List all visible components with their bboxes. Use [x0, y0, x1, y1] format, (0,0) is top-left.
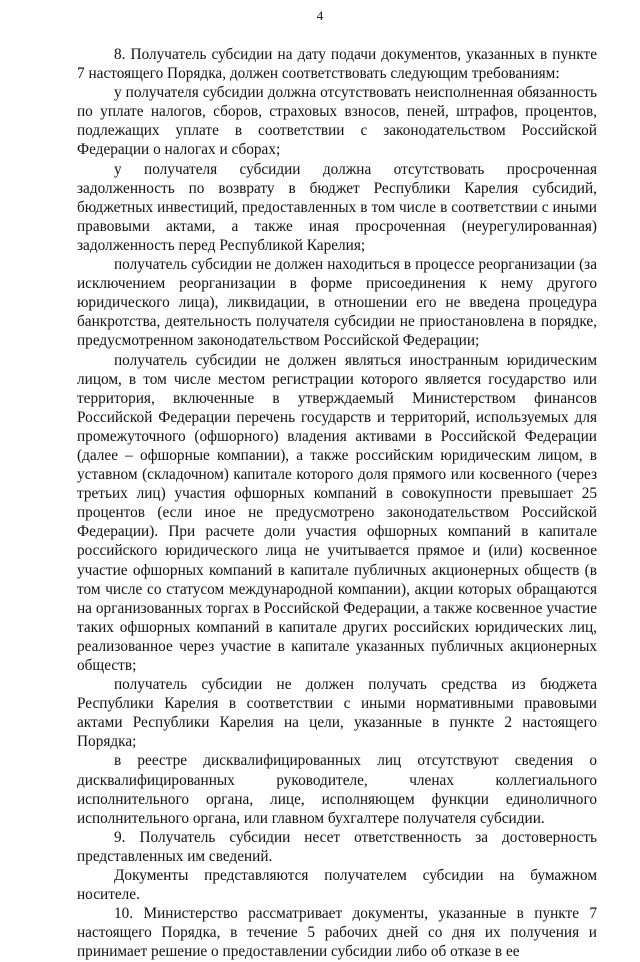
paragraph-item-8-intro: 8. Получатель субсидии на дату подачи документов, указанных в пункте 7 настоящего Порядка, должен соответствовать следующим требованиям:	[77, 46, 597, 83]
paragraph-budget-debt: у получателя субсидии должна отсутствовать просроченная задолженность по возврату в бюджет Республики Карелия субсидий, бюджетных инвестиций, предоставленных в том числе в соответствии с иными правовыми актами, а также иная просроченная (неурегулированная) задолженность перед Республикой Карелия;	[77, 160, 597, 254]
paragraph-reorganization: получатель субсидии не должен находиться в процессе реорганизации (за исключением реорганизации в форме присоединения к нему другого юридического лица), ликвидации, в отношении его не введена процедура банкротства, деятельность получателя субсидии не приостановлена в порядке, предусмотренном законодательством Российской Федерации;	[77, 256, 597, 350]
paragraph-disqualified-registry: в реестре дисквалифицированных лиц отсутствуют сведения о дисквалифицированных руководителе, членах коллегиального исполнительного органа, лице, исполняющем функции единоличного исполнительного органа, или главном бухгалтере получателя субсидии.	[77, 752, 597, 827]
paragraph-tax-arrears: у получателя субсидии должна отсутствовать неисполненная обязанность по уплате налогов, сборов, страховых взносов, пеней, штрафов, процентов, подлежащих уплате в соответствии с законодательством Российской Федерации о налогах и сборах;	[77, 84, 597, 159]
paragraph-item-9: 9. Получатель субсидии несет ответственность за достоверность представленных им сведений.	[77, 828, 597, 865]
paragraph-offshore: получатель субсидии не должен являться иностранным юридическим лицом, в том числе местом регистрации которого является государство или территория, включенные в утверждаемый Министерством финансов Российской Федерации перечень государств и территорий, используемых для промежуточного (офшорного) владения активами в Российской Федерации (далее – офшорные компании), а также российским юридическим лицом, в уставном (складочном) капитале которого доля прямого или косвенного (через третьих лиц) участия офшорных компаний в совокупности превышает 25 процентов (если иное не предусмотрено законодательством Российской Федерации). При расчете доли участия офшорных компаний в капитале российского юридического лица не учитывается прямое и (или) косвенное участие офшорных компаний в капитале публичных акционерных обществ (в том числе со статусом международной компании), акции которых обращаются на организованных торгах в Российской Федерации, а также косвенное участие таких офшорных компаний в капитале других российских юридических лиц, реализованное через участие в капитале указанных публичных акционерных обществ;	[77, 351, 597, 674]
page-number: 4	[316, 8, 324, 23]
paragraph-item-10: 10. Министерство рассматривает документы, указанные в пункте 7 настоящего Порядка, в течение 5 рабочих дней со дня их получения и принимает решение о предоставлении субсидии либо об отказе в ее	[77, 905, 597, 961]
paragraph-other-funds: получатель субсидии не должен получать средства из бюджета Республики Карелия в соответствии с иными нормативными правовыми актами Республики Карелия на цели, указанные в пункте 2 настоящего Порядка;	[77, 676, 597, 751]
document-body	[77, 45, 597, 962]
paragraph-paper-documents: Документы представляются получателем субсидии на бумажном носителе.	[77, 867, 597, 904]
